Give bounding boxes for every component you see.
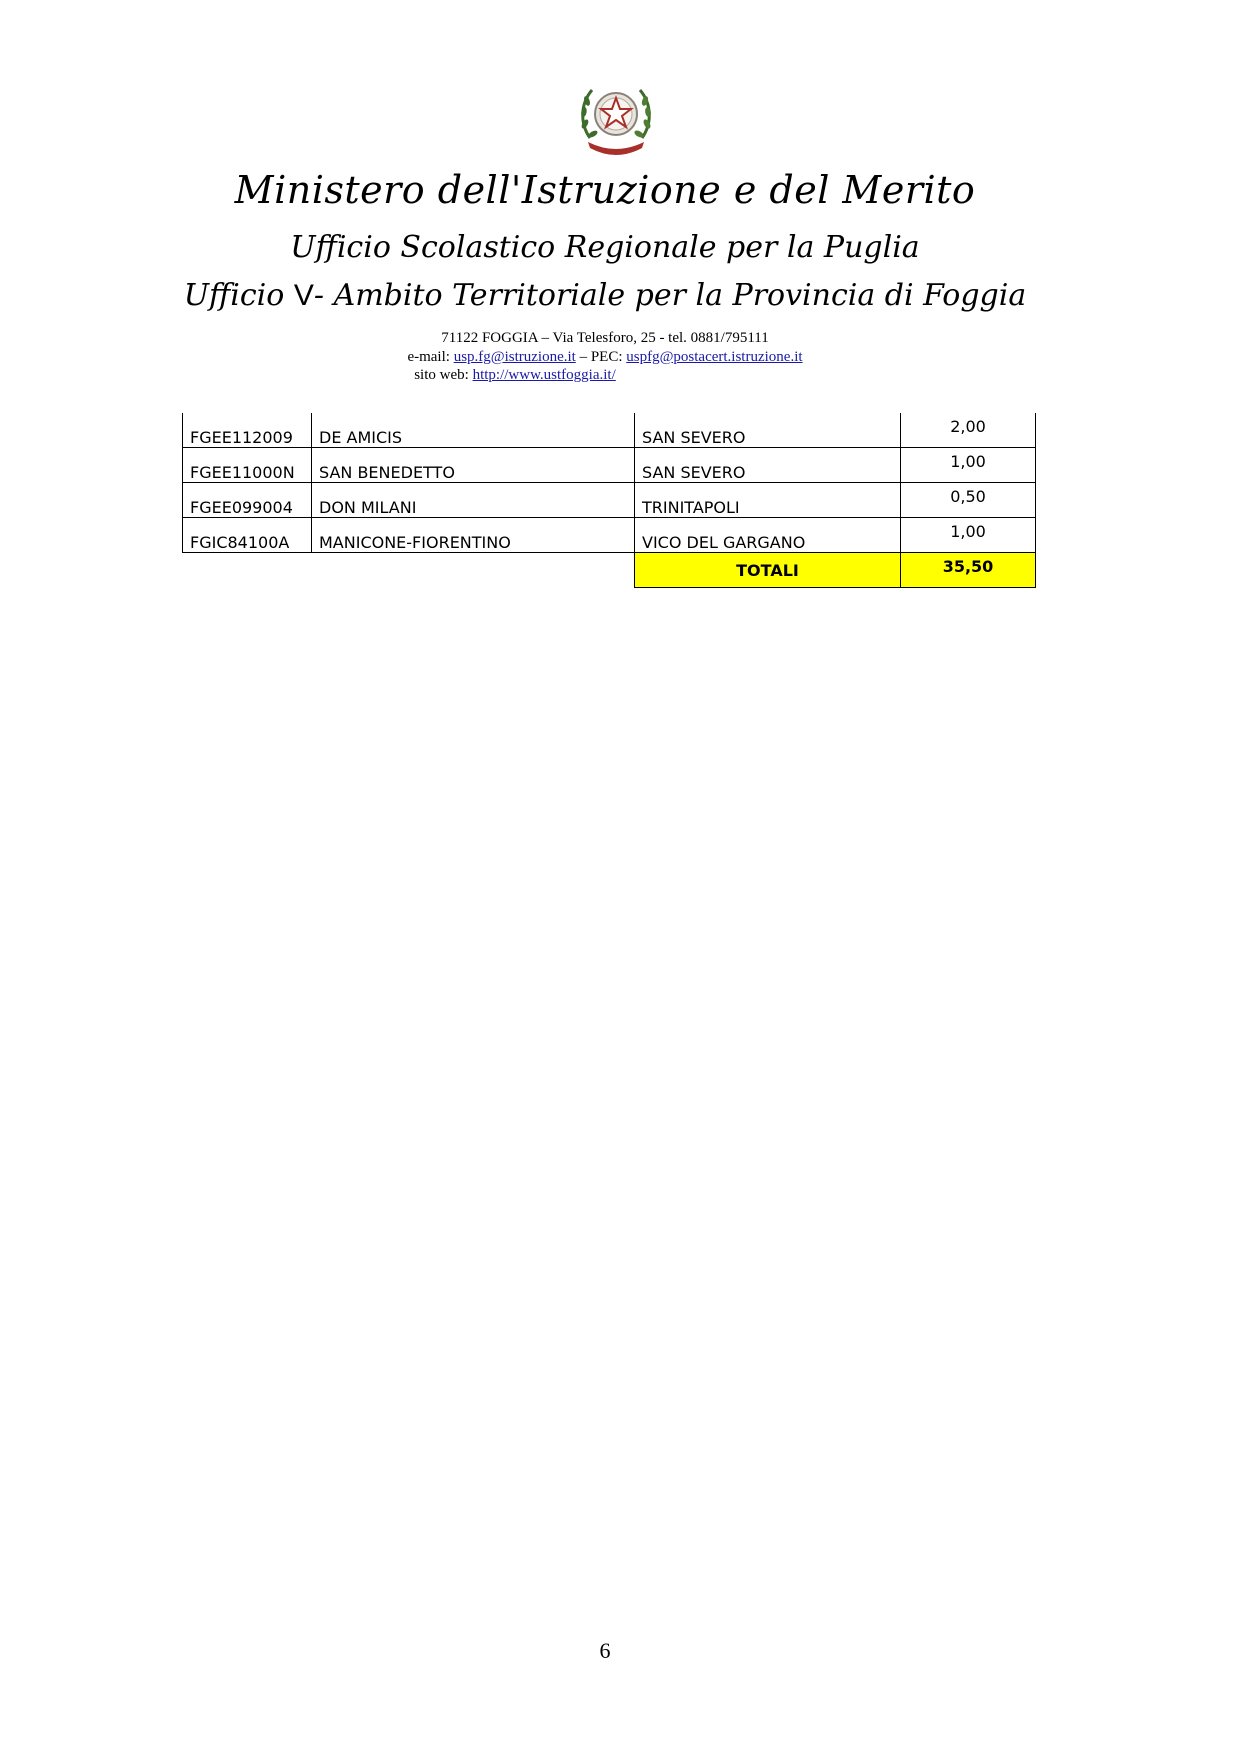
school-code: FGEE112009 [183,413,312,448]
school-name: DE AMICIS [312,413,635,448]
empty-cell [183,553,312,588]
website-line [0,367,1120,384]
total-row [183,553,1036,588]
school-code: FGIC84100A [183,518,312,553]
school-city: TRINITAPOLI [635,483,901,518]
school-name: DON MILANI [312,483,635,518]
office-numeral: V [293,279,314,312]
table-row [183,483,1036,518]
pec-link[interactable]: uspfg@postacert.istruzione.it [626,349,803,365]
school-value: 2,00 [901,413,1036,448]
ministry-title: Ministero dell'Istruzione e del Merito [234,168,976,212]
school-value: 1,00 [901,448,1036,483]
website-link[interactable]: http://www.ustfoggia.it/ [472,367,616,383]
school-name: SAN BENEDETTO [312,448,635,483]
table-row [183,413,1036,448]
school-code: FGEE11000N [183,448,312,483]
school-value: 1,00 [901,518,1036,553]
office-prefix: Ufficio [183,278,294,313]
email-label: e-mail: [407,349,454,365]
email-link[interactable]: usp.fg@istruzione.it [453,349,576,365]
school-value: 0,50 [901,483,1036,518]
contact-line [0,349,1210,366]
schools-table [182,413,1036,588]
school-city: SAN SEVERO [635,448,901,483]
school-city: VICO DEL GARGANO [635,518,901,553]
total-label: TOTALI [635,553,901,588]
page-number: 6 [599,1638,611,1663]
table-row [183,448,1036,483]
territorial-office-title [0,278,1210,313]
republic-emblem-icon [576,76,656,158]
total-value: 35,50 [901,553,1036,588]
website-label: sito web: [414,367,473,383]
office-rest: - Ambito Territoriale per la Provincia di Foggia [313,278,1027,313]
school-city: SAN SEVERO [635,413,901,448]
table-row [183,518,1036,553]
empty-cell [312,553,635,588]
school-name: MANICONE-FIORENTINO [312,518,635,553]
regional-office-title: Ufficio Scolastico Regionale per la Puglia [290,230,920,265]
postal-address: 71122 FOGGIA – Via Telesforo, 25 - tel. 0881/795111 [441,330,769,346]
school-code: FGEE099004 [183,483,312,518]
pec-label: – PEC: [575,349,627,365]
